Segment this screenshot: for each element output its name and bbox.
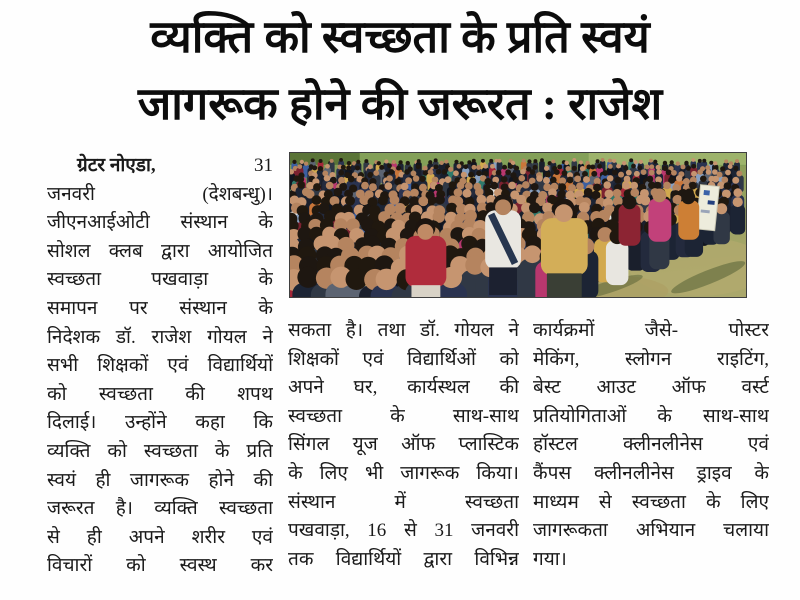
text-line: माध्यम से स्वच्छता के लिए (533, 491, 769, 513)
text-line: को स्वच्छता की शपथ (47, 383, 273, 405)
text-line: विचारों को स्वस्थ कर (47, 555, 273, 577)
text-line: जरूरत है। व्यक्ति स्वच्छता (47, 498, 273, 520)
column-1-lines (47, 181, 273, 581)
text-line: सभी शिक्षकों एवं विद्यार्थियों (47, 355, 273, 377)
text-line: जीएनआईओटी संस्थान के (47, 212, 273, 234)
text-line: गया। (533, 548, 567, 570)
text-line: से ही अपने शरीर एवं (47, 526, 273, 548)
text-line: तक विद्यार्थियों द्वारा विभिन्न (288, 548, 519, 570)
article-column-3 (533, 317, 769, 574)
dateline-date: 31 (254, 155, 273, 176)
column-2-lines (288, 317, 519, 574)
text-line: कार्यक्रमों जैसे- पोस्टर (533, 320, 769, 341)
text-line: समापन पर संस्थान के (47, 297, 273, 319)
headline-line-1: व्यक्ति को स्वच्छता के प्रति स्वयं (150, 12, 650, 62)
text-line: निदेशक डॉ. राजेश गोयल ने (47, 326, 273, 348)
text-line: स्वच्छता के साथ-साथ (288, 405, 519, 427)
white-banner (696, 185, 719, 231)
article-column-2 (288, 317, 519, 574)
text-line: हॉस्टल क्लीनलीनेस एवं (533, 434, 769, 456)
column-3-lines (533, 317, 769, 574)
article-column-1 (47, 152, 273, 581)
text-line: अपने घर, कार्यस्थल की (288, 377, 519, 399)
crowd-photo-graphic (290, 153, 746, 297)
text-line: कैंपस क्लीनलीनेस ड्राइव के (533, 462, 769, 484)
text-line: बेस्ट आउट ऑफ वर्स्ट (533, 377, 769, 399)
headline (0, 4, 800, 138)
article-photo (289, 152, 747, 298)
text-line: के लिए भी जागरूक किया। (288, 462, 519, 484)
text-line: प्रतियोगिताओं के साथ-साथ (533, 405, 769, 427)
text-line: सिंगल यूज ऑफ प्लास्टिक (288, 434, 519, 456)
text-line: मेकिंग, स्लोगन राइटिंग, (533, 348, 769, 370)
text-line: संस्थान में स्वच्छता (288, 491, 519, 513)
dateline-city: ग्रेटर नोएडा, (77, 155, 156, 176)
text-line: पखवाड़ा, 16 से 31 जनवरी (288, 520, 519, 542)
text-line: जागरूकता अभियान चलाया (533, 520, 769, 542)
text-line: व्यक्ति को स्वच्छता के प्रति (47, 440, 273, 462)
text-line: जनवरी (देशबन्धु)। (47, 183, 273, 205)
text-line: दिलाई। उन्होंने कहा कि (47, 412, 273, 434)
text-line: सोशल क्लब द्वारा आयोजित (47, 240, 273, 262)
dateline (47, 152, 273, 181)
headline-line-2: जागरूक होने की जरूरत : राजेश (137, 79, 663, 129)
text-line: स्वयं ही जागरूक होने की (47, 469, 273, 491)
text-line: सकता है। तथा डॉ. गोयल ने (288, 320, 519, 341)
text-line: शिक्षकों एवं विद्यार्थिओं को (288, 348, 519, 370)
text-line: स्वच्छता पखवाड़ा के (47, 269, 273, 291)
